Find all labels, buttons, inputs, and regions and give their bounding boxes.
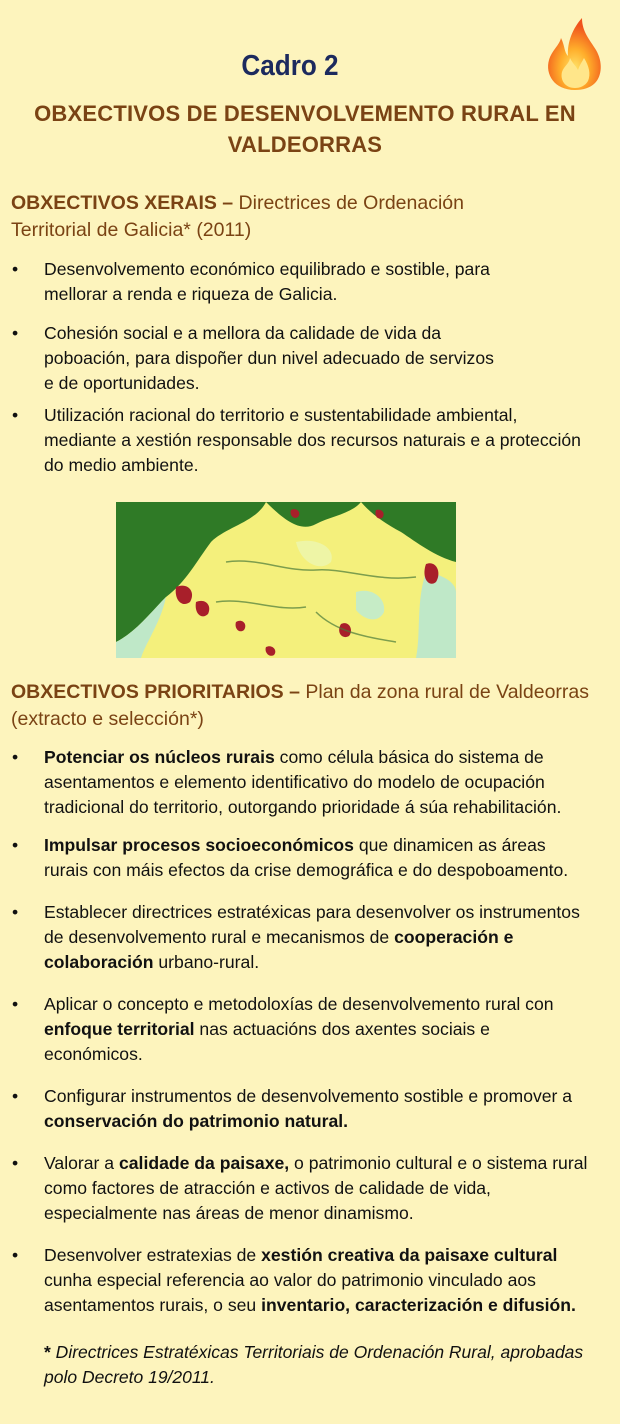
box-number: Cadro 2 (241, 50, 339, 82)
general-heading-rest: Directrices de Ordenación (233, 192, 464, 214)
priority-objectives-list (0, 745, 620, 1318)
land-use-map (116, 502, 456, 658)
plain-text: que dinamicen as áreas (353, 835, 546, 855)
list-item (0, 1084, 620, 1134)
priority-heading-line1 (11, 679, 611, 706)
list-item-text: e de oportunidades. (44, 373, 200, 393)
box-title-line2: VALDEORRAS (227, 132, 383, 157)
list-item (0, 321, 620, 396)
plain-text: como célula básica do sistema de (274, 747, 544, 767)
plain-text: Valorar a (44, 1153, 119, 1173)
list-item-text: Utilización racional do territorio e sustentabilidade ambiental, (44, 405, 518, 425)
box-title-line1: OBXECTIVOS DE DESENVOLVEMENTO RURAL EN (34, 101, 576, 126)
bold-text: Potenciar os núcleos rurais (44, 747, 275, 767)
list-item (0, 900, 620, 975)
bullet-icon: • (12, 747, 19, 767)
bullet-icon: • (12, 259, 19, 279)
box-title (20, 98, 590, 160)
footnote (44, 1340, 614, 1390)
footnote-star: * (44, 1342, 51, 1362)
bold-text: colaboración (44, 952, 154, 972)
plain-text: Desenvolver estratexias de (44, 1245, 262, 1265)
list-item-text: Configurar instrumentos de desenvolvemento sostible e promover a (44, 1086, 573, 1106)
list-item-text: cunha especial referencia ao valor do patrimonio vinculado aos (44, 1270, 536, 1290)
list-item-text (44, 1017, 608, 1042)
list-item (0, 833, 620, 883)
plain-text: asentamentos rurais, o seu (44, 1295, 262, 1315)
bullet-icon: • (12, 405, 19, 425)
list-item (0, 257, 620, 307)
plain-text: o patrimonio cultural e o sistema rural (289, 1153, 588, 1173)
list-item-text (44, 833, 608, 858)
bullet-icon: • (12, 994, 19, 1014)
bold-text: enfoque territorial (44, 1019, 195, 1039)
general-heading-bold: OBXECTIVOS XERAIS – (11, 192, 234, 214)
list-item-text: mediante a xestión responsable dos recursos naturais e a protección (44, 430, 581, 450)
list-item (0, 1151, 620, 1226)
list-item-text (44, 745, 608, 770)
bold-text: inventario, caracterización e difusión. (261, 1295, 576, 1315)
footnote-line2: polo Decreto 19/2011. (44, 1367, 215, 1387)
bold-text: calidade da paisaxe, (118, 1153, 290, 1173)
bullet-icon: • (12, 902, 19, 922)
list-item-text: Aplicar o concepto e metodoloxías de desenvolvemento rural con (44, 994, 554, 1014)
list-item-text (44, 1293, 608, 1318)
list-item-text: tradicional do territorio, outorgando prioridade á súa rehabilitación. (44, 797, 562, 817)
priority-objectives-heading (11, 679, 611, 733)
list-item (0, 745, 620, 820)
list-item-text (44, 925, 608, 950)
list-item-text: poboación, para dispoñer dun nivel adecuado de servizos (44, 348, 494, 368)
bullet-icon: • (12, 1245, 19, 1265)
list-item-text (44, 1243, 608, 1268)
list-item-text: asentamentos e elemento identificativo do modelo de ocupación (44, 772, 545, 792)
list-item-text: Cohesión social e a mellora da calidade de vida da (44, 323, 442, 343)
bullet-icon: • (12, 323, 19, 343)
list-item-text (44, 1151, 608, 1176)
priority-heading-bold: OBXECTIVOS PRIORITARIOS – (11, 681, 300, 703)
priority-heading-line2: (extracto e selección*) (11, 708, 204, 730)
list-item-text: do medio ambiente. (44, 455, 199, 475)
list-item (0, 403, 620, 478)
list-item-text: económicos. (44, 1044, 143, 1064)
list-item-text: mellorar a renda e riqueza de Galicia. (44, 284, 338, 304)
bullet-icon: • (12, 1086, 19, 1106)
list-item-text: como factores de atracción e activos de calidade de vida, (44, 1178, 491, 1198)
list-item-text: Establecer directrices estratéxicas para desenvolver os instrumentos (44, 902, 580, 922)
bold-text: xestión creativa da paisaxe cultural (261, 1245, 558, 1265)
general-objectives-list (0, 257, 620, 478)
plain-text: nas actuacións dos axentes sociais e (194, 1019, 490, 1039)
footnote-line1 (44, 1340, 614, 1365)
list-item-text: rurais con máis efectos da crise demográfica e do despoboamento. (44, 860, 569, 880)
bold-text: conservación do patrimonio natural. (44, 1111, 349, 1131)
general-objectives-heading (11, 190, 611, 244)
bold-text: cooperación e (394, 927, 514, 947)
list-item-text: especialmente nas áreas de menor dinamismo. (44, 1203, 414, 1223)
general-heading-line1 (11, 190, 611, 217)
general-heading-line2: Territorial de Galicia* (2011) (11, 219, 252, 241)
bullet-icon: • (12, 835, 19, 855)
footnote-text: Directrices Estratéxicas Territoriais de Ordenación Rural, aprobadas (50, 1342, 584, 1362)
list-item-text (44, 950, 608, 975)
list-item (0, 1243, 620, 1318)
plain-text: urbano-rural. (153, 952, 260, 972)
priority-heading-rest: Plan da zona rural de Valdeorras (299, 681, 590, 703)
bullet-icon: • (12, 1153, 19, 1173)
list-item-text: Desenvolvemento económico equilibrado e sostible, para (44, 259, 490, 279)
list-item (0, 992, 620, 1067)
plain-text: de desenvolvemento rural e mecanismos de (44, 927, 395, 947)
bold-text: Impulsar procesos socioeconómicos (44, 835, 354, 855)
list-item-text (44, 1109, 608, 1134)
